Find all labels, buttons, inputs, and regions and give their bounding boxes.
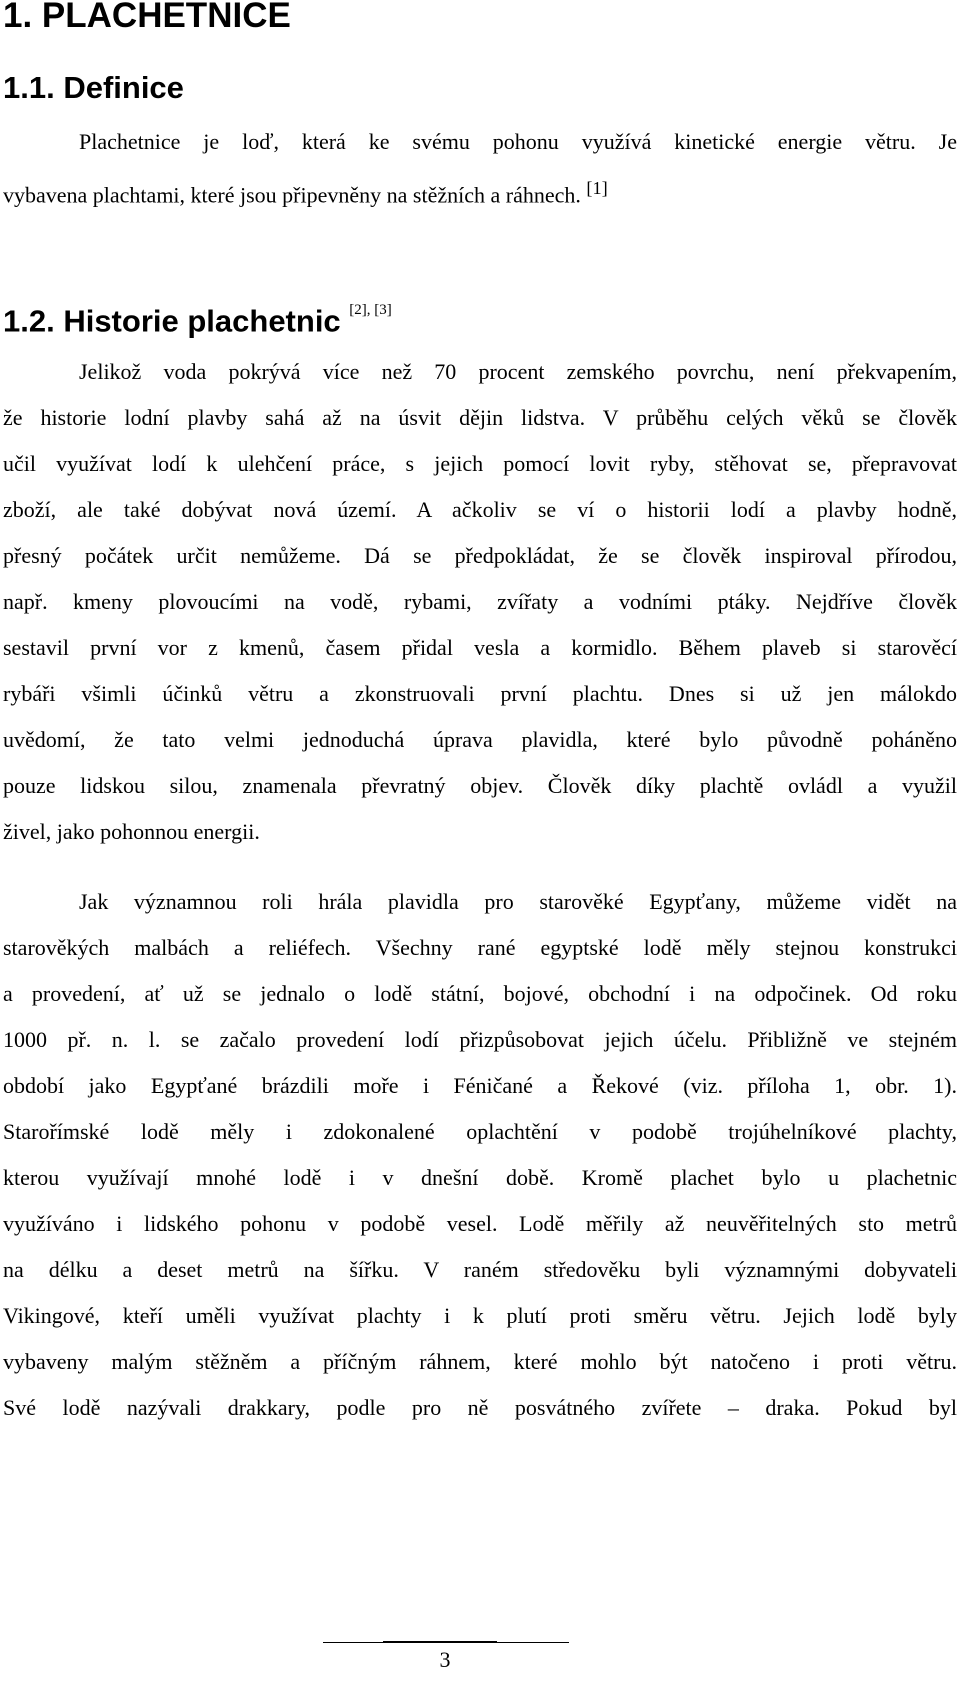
historie-p2-line-11: vybaveny malým stěžněm a příčným ráhnem, které mohlo být natočeno i proti větru. [3,1349,957,1374]
historie-p2-line-10: Vikingové, kteří uměli využívat plachty i k plutí proti směru větru. Jejich lodě byly [3,1303,957,1328]
historie-p1-line-1: Jelikož voda pokrývá více než 70 procent zemského povrchu, není překvapením, [79,359,957,384]
historie-p1-line-11: živel, jako pohonnou energii. [3,819,260,844]
definice-line-2-text: vybavena plachtami, které jsou připevněny na stěžních a ráhnech. [3,182,581,208]
chapter-title: 1. PLACHETNICE [3,0,291,35]
historie-p2-line-9: na délku a deset metrů na šířku. V raném středověku byli významnými dobyvateli [3,1257,957,1282]
section-title-historie-text: 1.2. Historie plachetnic [3,303,341,339]
historie-p2-line-2: starověkých malbách a reliéfech. Všechny rané egyptské lodě měly stejnou konstrukci [3,935,957,960]
historie-p2-line-8: využíváno i lidského pohonu v podobě vesel. Lodě měřily až neuvěřitelných sto metrů [3,1211,957,1236]
historie-p2-line-6: Starořímské lodě měly i zdokonalené oplachtění v podobě trojúhelníkové plachty, [3,1119,957,1144]
historie-p1-line-5: přesný počátek určit nemůžeme. Dá se předpokládat, že se člověk inspiroval přírodou, [3,543,957,568]
historie-p2-line-3: a provedení, ať už se jednalo o lodě státní, bojové, obchodní i na odpočinek. Od roku [3,981,957,1006]
historie-p2-line-5: období jako Egypťané brázdili moře i Féničané a Řekové (viz. příloha 1, obr. 1). [3,1073,957,1098]
page-number: 3 [439,1647,451,1672]
historie-p1-line-8: rybáři všimli účinků větru a zkonstruovali první plachtu. Dnes si už jen málokdo [3,681,957,706]
section-title-definice [3,68,184,108]
historie-p2-line-1: Jak významnou roli hrála plavidla pro starověké Egypťany, můžeme vidět na [79,889,957,914]
historie-p1-line-6: např. kmeny plovoucími na vodě, rybami, zvířaty a vodními ptáky. Nejdříve člověk [3,589,957,614]
historie-p1-line-10: pouze lidskou silou, znamenala převratný objev. Člověk díky plachtě ovládl a využil [3,773,957,798]
section-title-historie [3,296,392,341]
citation-2-3: [2], [3] [349,302,392,318]
historie-p2-line-7: kterou využívají mnohé lodě i v dnešní době. Kromě plachet bylo u plachetnic [3,1165,957,1190]
historie-p1-line-2: že historie lodní plavby sahá až na úsvit dějin lidstva. V průběhu celých věků se člověk [3,405,957,430]
historie-p1-line-7: sestavil první vor z kmenů, časem přidal vesla a kormidlo. Během plaveb si starověcí [3,635,957,660]
footer-divider-accent [383,1641,497,1643]
citation-1: [1] [586,178,608,198]
historie-p2-line-4: 1000 př. n. l. se začalo provedení lodí přizpůsobovat jejich účelu. Přibližně ve stejném [3,1027,957,1052]
definice-line-1: Plachetnice je loď, která ke svému pohonu využívá kinetické energie větru. Je [79,129,957,154]
historie-p2-line-12: Své lodě nazývali drakkary, podle pro ně posvátného zvířete – draka. Pokud byl [3,1395,957,1420]
definice-line-2 [3,174,957,209]
section-title-definice-text: 1.1. Definice [3,70,184,105]
historie-p1-line-9: uvědomí, že tato velmi jednoduchá úprava plavidla, které bylo původně poháněno [3,727,957,752]
historie-p1-line-4: zboží, ale také dobývat nová území. A ačkoliv se ví o historii lodí a plavby hodně, [3,497,957,522]
historie-p1-line-3: učil využívat lodí k ulehčení práce, s jejich pomocí lovit ryby, stěhovat se, přepravovat [3,451,957,476]
